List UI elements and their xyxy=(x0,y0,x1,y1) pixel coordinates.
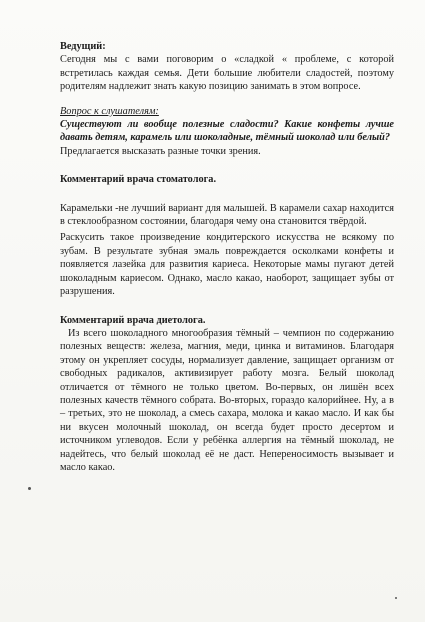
dentist-paragraph-1: Карамельки -не лучший вариант для малышей. В карамели сахар находится в стеклообразном состоянии, благодаря чему она становится твёрдой. xyxy=(60,202,394,228)
dietitian-text: Из всего шоколадного многообразия тёмный – чемпион по содержанию полезных веществ: железа, магния, меди, цинка и витаминов. Благодаря этому он укрепляет сосуды, нормализует давление, защищает организм от свободных радикалов, активизирует работу мозга. Белый шоколад отличается от тёмного не только цветом. Во-первых, он лишён всех полезных качеств тёмного собрата. Во-вторых, гораздо калорийнее. Ну, а в – третьих, это не шоколад, а смесь сахара, молока и какао масло. И как бы ни вкусен молочный шоколад, он всегда будет просто десертом и источником углеводов. Если у ребёнка аллергия на тёмный шоколад, не надейтесь, что белый шоколад её не даст. Непереносимость вызывает и масло какао. xyxy=(60,327,394,473)
question-text: Существуют ли вообще полезные сладости? Какие конфеты лучше давать детям, карамель или шоколадные, тёмный шоколад или белый? xyxy=(60,119,394,144)
scan-speck xyxy=(395,597,397,599)
host-heading: Ведущий: xyxy=(60,41,106,52)
host-intro: Сегодня мы с вами поговорим о «сладкой « проблеме, с которой встретилась каждая семья. Дети большие любители сладостей, поэтому родителям надлежит знать какую позицию занимать в этом вопросе. xyxy=(60,54,394,93)
scan-speck xyxy=(28,487,31,490)
dietitian-heading: Комментарий врача диетолога. xyxy=(60,314,206,326)
dentist-paragraph-2: Раскусить такое произведение кондитерского искусства не всякому по зубам. В результате зубная эмаль повреждается осколками конфеты и появляется лазейка для развития кариеса. Некоторые мамы пугают детей шоколадным кариесом. Однако, масло какао, наоборот, защищает зубы от разрушения. xyxy=(60,232,394,298)
dentist-heading: Комментарий врача стоматолога. xyxy=(60,174,217,186)
document-body xyxy=(60,40,394,474)
question-label: Вопрос к слушателям: xyxy=(60,105,159,117)
question-followup: Предлагается высказать разные точки зрения. xyxy=(60,145,261,157)
